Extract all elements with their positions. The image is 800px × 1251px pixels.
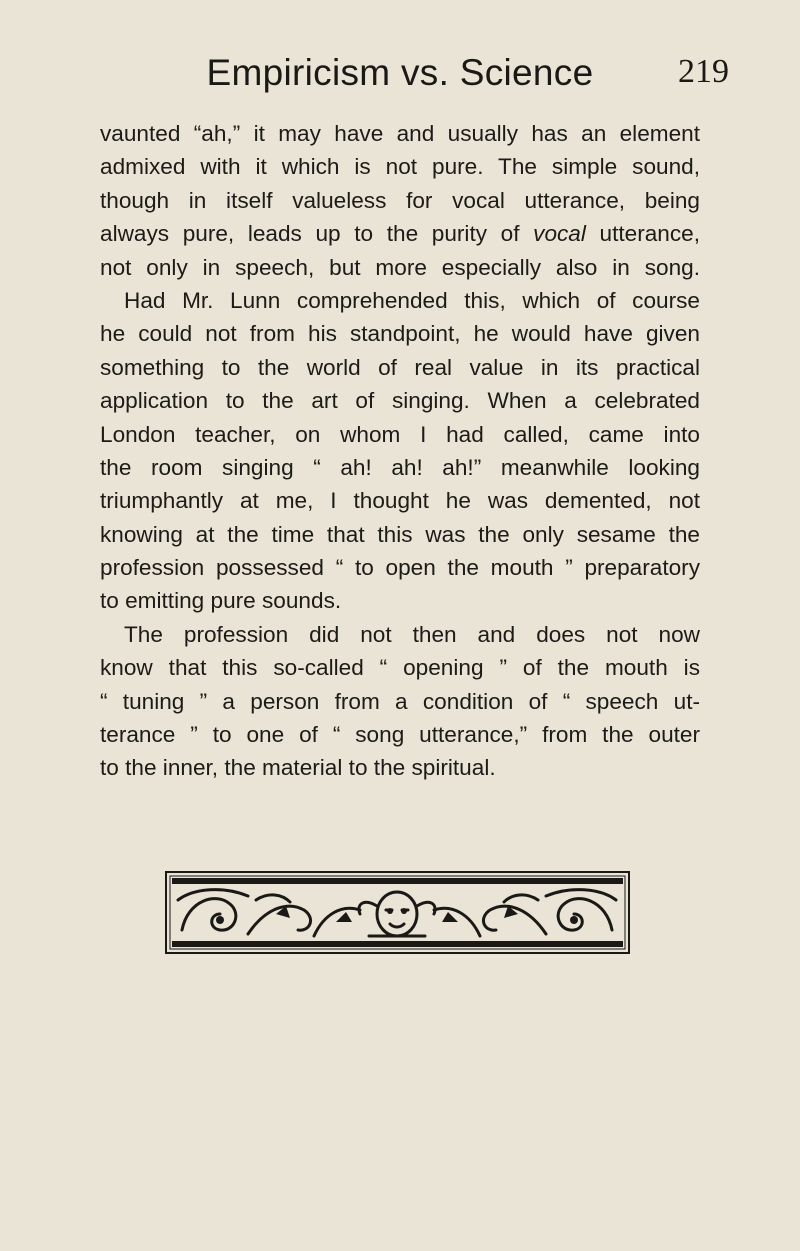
text-line-with-emphasis <box>100 217 700 250</box>
text-line: “ tuning ” a person from a condition of “ speech ut- <box>100 688 700 714</box>
text-line: application to the art of singing. When a celebrated <box>100 388 700 414</box>
text-line: he could not from his standpoint, he would have given <box>100 321 700 347</box>
text-line: though in itself valueless for vocal utterance, being <box>100 187 700 213</box>
text-line: admixed with it which is not pure. The simple sound, <box>100 154 700 180</box>
text-line: London teacher, on whom I had called, came into <box>100 421 700 447</box>
emphasized-word: vocal <box>533 221 586 247</box>
decorative-tailpiece <box>164 870 631 955</box>
text-line: to the inner, the material to the spiritual. <box>100 755 496 781</box>
page-number: 219 <box>678 53 729 90</box>
body-text <box>100 117 700 785</box>
text-line: vaunted “ah,” it may have and usually has an element <box>100 121 700 146</box>
text-fragment: always pure, leads up to the purity of <box>100 221 534 247</box>
text-line: terance ” to one of “ song utterance,” from the outer <box>100 722 700 748</box>
text-line: know that this so-called “ opening ” of the mouth is <box>100 655 700 681</box>
text-line: knowing at the time that this was the only sesame the <box>100 521 700 547</box>
text-line: triumphantly at me, I thought he was demented, not <box>100 488 700 514</box>
text-line: to emitting pure sounds. <box>100 588 342 614</box>
text-line: profession possessed “ to open the mouth ” preparatory <box>100 555 700 581</box>
text-line: something to the world of real value in its practical <box>100 354 700 380</box>
page-title: Empiricism vs. Science <box>206 52 594 93</box>
text-line: not only in speech, but more especially also in song. <box>100 254 700 280</box>
text-line: the room singing “ ah! ah! ah!” meanwhile looking <box>100 454 700 480</box>
tailpiece-ornament-icon <box>164 870 631 955</box>
text-line: Had Mr. Lunn comprehended this, which of course <box>124 287 700 313</box>
text-fragment: utterance, <box>585 221 701 247</box>
text-line: The profession did not then and does not now <box>124 621 700 647</box>
running-head <box>0 52 800 102</box>
